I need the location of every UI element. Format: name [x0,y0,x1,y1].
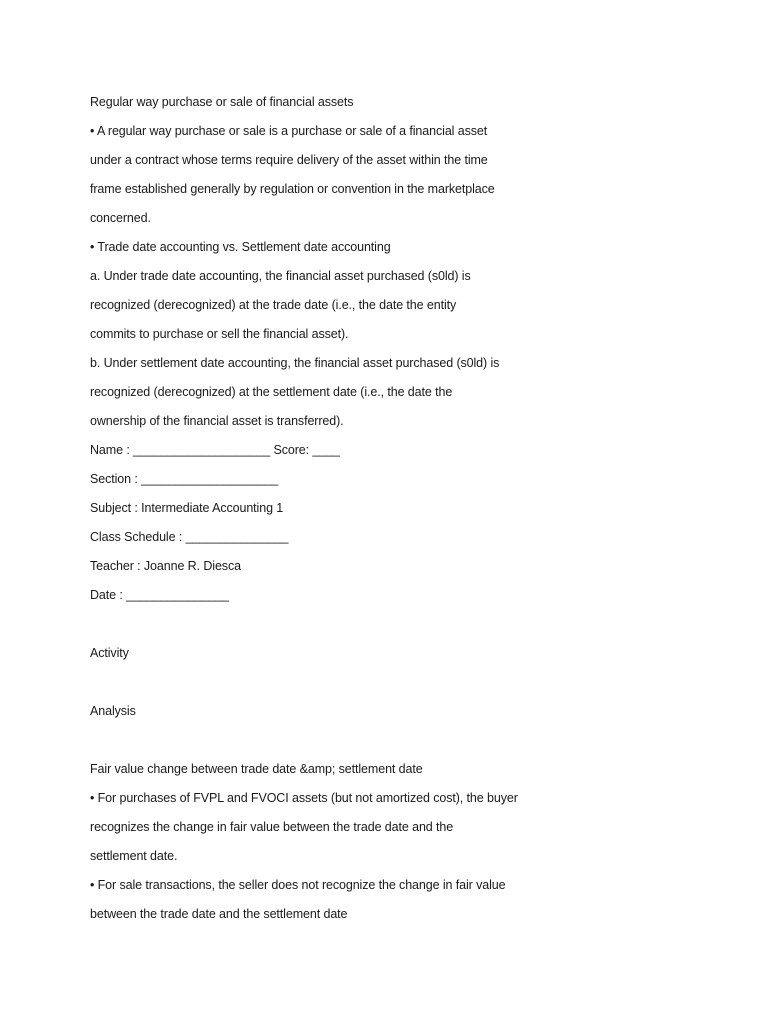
paragraph-line: a. Under trade date accounting, the financial asset purchased (s0ld) is [90,269,471,283]
paragraph-line: frame established generally by regulation or convention in the marketplace [90,182,495,196]
bullet-line: • For sale transactions, the seller does not recognize the change in fair value [90,878,506,892]
bullet-line: • For purchases of FVPL and FVOCI assets (but not amortized cost), the buyer [90,791,518,805]
spacer [90,610,710,639]
analysis-heading: Analysis [90,704,136,718]
spacer [90,668,710,697]
paragraph-line: under a contract whose terms require delivery of the asset within the time [90,153,488,167]
paragraph-line: between the trade date and the settlement date [90,907,348,921]
paragraph-line: recognized (derecognized) at the trade date (i.e., the date the entity [90,298,457,312]
fair-value-heading: Fair value change between trade date &amp; settlement date [90,762,423,776]
paragraph-line: concerned. [90,211,151,225]
name-score-line: Name : ____________________ Score: ____ [90,443,340,457]
subject-line: Subject : Intermediate Accounting 1 [90,501,284,515]
activity-heading: Activity [90,646,129,660]
document-body [90,88,710,929]
paragraph-line: recognizes the change in fair value between the trade date and the [90,820,454,834]
spacer [90,726,710,755]
bullet-line: • Trade date accounting vs. Settlement date accounting [90,240,391,254]
paragraph-line: commits to purchase or sell the financial asset). [90,327,349,341]
paragraph-line: b. Under settlement date accounting, the financial asset purchased (s0ld) is [90,356,500,370]
paragraph-line: ownership of the financial asset is transferred). [90,414,344,428]
section-heading: Regular way purchase or sale of financial assets [90,95,354,109]
class-schedule-line: Class Schedule : _______________ [90,530,289,544]
paragraph-line: settlement date. [90,849,178,863]
teacher-line: Teacher : Joanne R. Diesca [90,559,241,573]
bullet-line: • A regular way purchase or sale is a purchase or sale of a financial asset [90,124,488,138]
date-line: Date : _______________ [90,588,229,602]
paragraph-line: recognized (derecognized) at the settlement date (i.e., the date the [90,385,453,399]
section-line: Section : ____________________ [90,472,279,486]
